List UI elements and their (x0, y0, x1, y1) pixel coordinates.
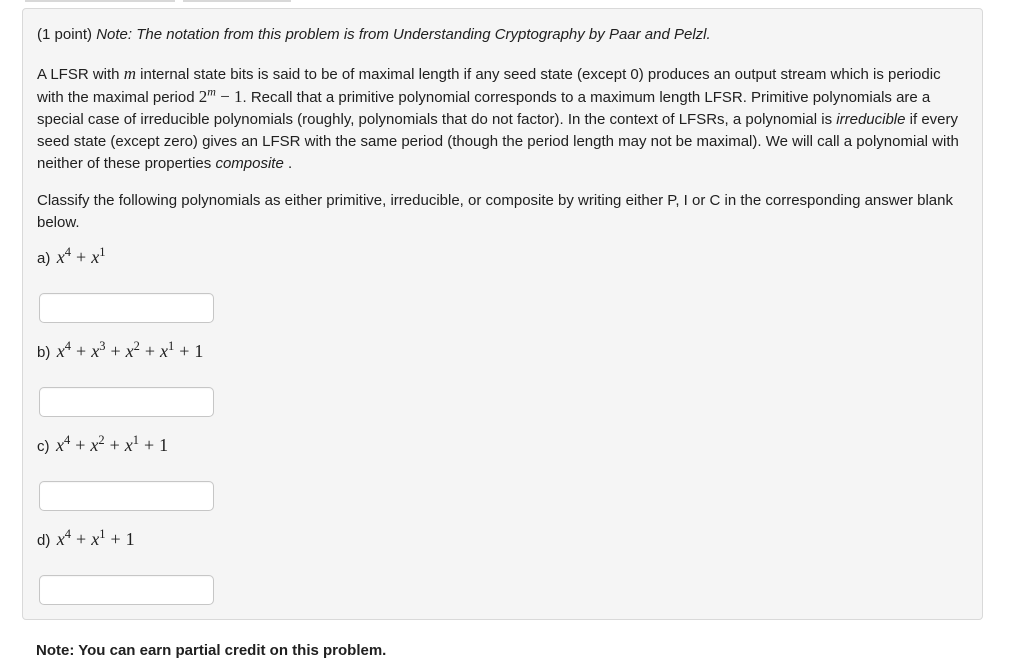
problem-b (37, 338, 968, 417)
problem-description: A LFSR with m internal state bits is said to be of maximal length if any seed state (except 0) produces an output stream which is periodic with the maximal period $2^m - 1$. Recall that a primitive polynomial corresponds to a maximum length LFSR. Primitive polynomials are a special case of irreducible polynomials (roughly, polynomials that do not factor). In the context of LFSRs, a polynomial is irreducible if every seed state (except zero) gives an LFSR with the same period (though the period length may not be maximal). We will call a polynomial with neither of these properties composite . (37, 64, 959, 172)
problem-label-a: a) (37, 250, 51, 267)
answer-input-d[interactable] (39, 575, 214, 605)
polynomial-c (37, 432, 968, 460)
math-period-formula: $2^m - 1$ (198, 84, 243, 106)
tab-edge-left[interactable] (25, 0, 175, 2)
polynomial-expression-a: $x^4 + x^1$ (56, 245, 106, 267)
points-label: (1 point) (37, 26, 97, 43)
answer-input-a[interactable] (39, 293, 214, 323)
math-var-m: m (123, 64, 136, 83)
classify-instruction: Classify the following polynomials as either primitive, irreducible, or composite by writing either P, I or C in the corresponding answer blank below. (37, 192, 953, 231)
polynomial-b (37, 338, 968, 366)
problem-label-d: d) (37, 532, 51, 549)
problem-d (37, 526, 968, 605)
polynomial-a (37, 244, 968, 272)
polynomial-expression-d: $x^4 + x^1 + 1$ (56, 527, 135, 549)
answer-input-b[interactable] (39, 387, 214, 417)
problem-c (37, 432, 968, 511)
tab-edge-right[interactable] (183, 0, 291, 2)
problem-label-c: c) (37, 438, 50, 455)
term-composite: composite (215, 155, 284, 172)
polynomial-d (37, 526, 968, 554)
answer-input-c[interactable] (39, 481, 214, 511)
problem-label-b: b) (37, 344, 51, 361)
polynomial-expression-c: $x^4 + x^2 + x^1 + 1$ (55, 433, 169, 455)
source-note: Note: The notation from this problem is from Understanding Cryptography by Paar and Pelzl. (96, 26, 711, 43)
partial-credit-note: Note: You can earn partial credit on this problem. (36, 642, 387, 659)
problem-a (37, 244, 968, 323)
term-irreducible: irreducible (836, 111, 906, 128)
polynomial-expression-b: $x^4 + x^3 + x^2 + x^1 + 1$ (56, 339, 204, 361)
problem-header (37, 24, 968, 46)
problem-box (22, 8, 983, 620)
